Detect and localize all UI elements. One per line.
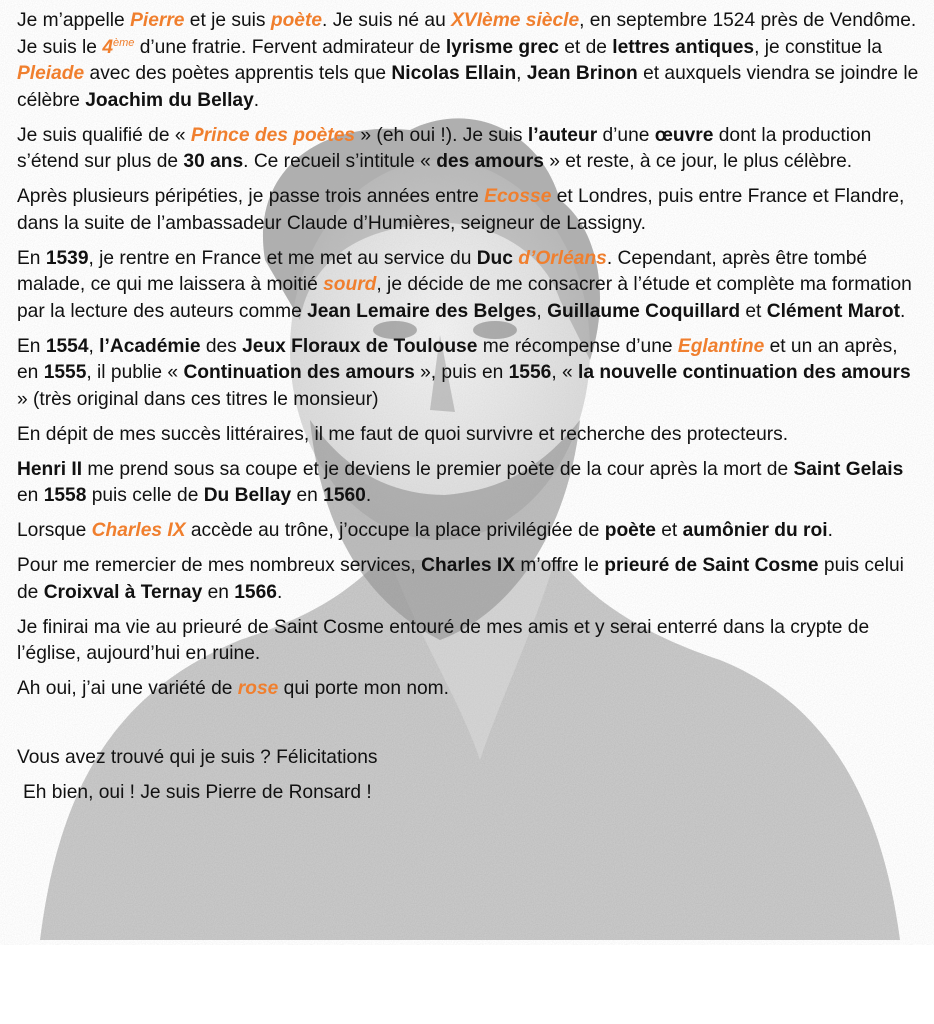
text-segment: Je m’appelle [17,10,131,31]
text-segment: XVIème siècle [451,10,580,31]
text-segment: . [253,89,260,111]
text-segment: sourd [323,274,377,295]
text-segment: l’Académie [99,335,201,357]
text-segment: aumônier du roi [682,520,828,541]
text-segment: et je suis [184,10,271,31]
text-segment: en [291,485,324,506]
text-segment: et Londres, puis entre France et Flandre, dans la suite de l’ambassadeur Claude d’Humières, seigneur de Lassigny. [17,186,905,234]
text-segment: 1558 [43,485,87,506]
text-segment: , [516,63,527,84]
spacer [17,711,922,745]
text-segment: 1554 [45,335,89,357]
paragraph-4 [17,246,922,326]
text-segment: Henri II [17,458,83,480]
text-segment: Prince des poètes [190,124,356,146]
text-segment: , je constitue la [754,36,883,58]
text-segment: Pleiade [17,63,85,84]
text-segment: qui porte mon nom. [278,678,449,699]
text-segment: Pierre [130,10,185,31]
text-segment: , [88,335,100,357]
text-segment: 1560 [323,485,366,506]
text-segment: d’une [597,124,655,146]
text-segment: . Ce recueil s’intitule « [243,151,437,172]
text-segment: Duc [476,247,513,269]
text-segment: lettres antiques [612,36,755,58]
text-segment: » (très original dans ces titres le monsieur) [17,388,379,410]
text-segment: accède au trône, j’occupe la place privilégiée de [185,520,605,541]
paragraph-11 [17,676,922,703]
text-segment: , je rentre en France et me met au service du [88,247,477,269]
text-segment: et un an après, en [17,335,898,383]
paragraph-2 [17,123,922,176]
text-segment: . [276,581,283,603]
text-segment: Croixval à Ternay [43,581,203,603]
text-segment: Jean Brinon [526,63,638,84]
paragraph-5 [17,334,922,414]
text-segment: », puis en [414,362,509,383]
text-segment: dont la production s’étend sur plus de [17,124,872,172]
congrats-line: Vous avez trouvé qui je suis ? Félicitations [17,747,378,768]
text-segment: Charles IX [91,520,186,541]
text-segment: 30 ans [183,151,244,172]
text-segment: Je suis qualifié de « [17,124,191,146]
text-segment: Eglantine [677,335,765,357]
text-segment: des [200,335,243,357]
paragraph-6 [17,422,922,449]
text-segment: en [17,485,44,506]
text-segment: poète [604,520,656,541]
text-segment: ème [113,36,135,49]
text-segment: Continuation des amours [183,362,415,383]
text-segment: , [536,300,548,322]
text-segment: poète [270,10,323,31]
paragraph-9 [17,553,922,606]
text-segment: et [740,300,767,322]
text-segment: 1566 [234,581,277,603]
text-segment: , en septembre 1524 près de Vendôme. Je suis le [17,10,917,58]
text-segment: Jean Lemaire des Belges [307,300,537,322]
text-segment: des amours [436,151,544,172]
paragraph-1 [17,8,922,114]
text-segment: , je décide de me consacrer à l’étude et complète ma formation par la lecture des auteurs comme [17,274,912,322]
text-segment: et de [558,36,613,58]
text-segment: rose [237,678,279,699]
text-segment: . Je suis né au [322,10,452,31]
text-segment: 1555 [43,362,87,383]
text-segment: avec des poètes apprentis tels que [84,63,392,84]
text-segment: . [827,520,833,541]
text-segment: En [17,247,46,269]
text-segment: Joachim du Bellay [85,89,254,111]
text-segment: lyrisme grec [445,36,559,58]
text-segment: en [202,581,235,603]
text-segment: Guillaume Coquillard [547,300,741,322]
text-segment: Je finirai ma vie au prieuré de Saint Cosme entouré de mes amis et y serai enterré dans la crypte de l’église, aujourd’hui en ruine. [17,616,870,664]
text-segment: d’une fratrie. Fervent admirateur de [134,36,446,58]
text-segment: Ah oui, j’ai une variété de [17,678,238,699]
text-segment: me prend sous sa coupe et je deviens le premier poète de la cour après la mort de [82,458,794,480]
text-segment: 1539 [45,247,89,269]
text-segment: . [899,300,906,322]
paragraph-10 [17,615,922,668]
text-segment: l’auteur [527,124,598,146]
text-segment: et auxquels viendra se joindre le célèbre [17,63,919,111]
biography-text [17,8,922,815]
text-segment: . [365,485,372,506]
text-segment: œuvre [654,124,714,146]
paragraph-8 [17,518,922,545]
text-segment: 4 [102,36,113,58]
text-segment: Du Bellay [203,485,292,506]
text-segment: , « [551,362,578,383]
reveal-line: Eh bien, oui ! Je suis Pierre de Ronsard ! [23,782,372,803]
text-segment: En dépit de mes succès littéraires, il me faut de quoi survivre et recherche des protecteurs. [17,423,789,445]
text-segment: puis celui de [17,555,904,603]
text-segment: Pour me remercier de mes nombreux services, [17,555,422,576]
text-segment: Saint Gelais [793,458,904,480]
text-segment: , il publie « [86,362,184,383]
text-segment: Après plusieurs péripéties, je passe trois années entre [17,186,485,207]
text-segment: Lorsque [17,520,92,541]
text-segment: Nicolas Ellain [391,63,517,84]
text-segment: m’offre le [515,555,605,576]
text-segment: Charles IX [421,555,515,576]
text-segment: . Cependant, après être tombé malade, ce qui me laissera à moitié [17,247,868,295]
text-segment: » et reste, à ce jour, le plus célèbre. [543,151,853,172]
text-segment: En [17,335,46,357]
text-segment: 1556 [508,362,552,383]
text-segment: prieuré de Saint Cosme [604,555,819,576]
paragraph-7 [17,457,922,510]
paragraph-3 [17,184,922,237]
text-segment: Clément Marot [766,300,900,322]
text-segment: » (eh oui !). Je suis [355,124,528,146]
text-segment: Ecosse [484,186,552,207]
text-segment: me récompense d’une [477,335,678,357]
text-segment: puis celle de [86,485,204,506]
text-segment: d’Orléans [518,247,607,269]
text-segment: et [655,520,683,541]
text-segment: la nouvelle continuation des amours [578,362,911,383]
text-segment: Jeux Floraux de Toulouse [242,335,478,357]
